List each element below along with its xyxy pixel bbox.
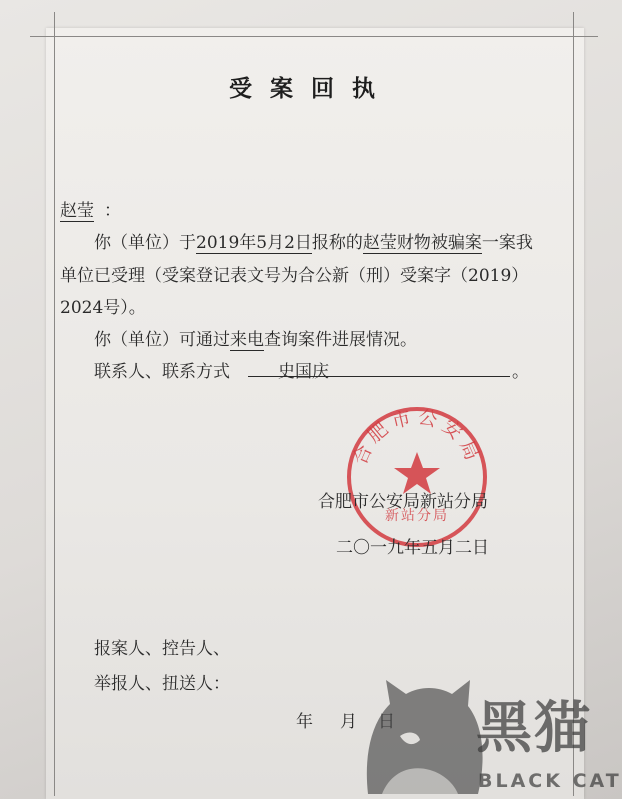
crop-mark-right	[574, 36, 598, 37]
crop-mark-left	[30, 36, 54, 37]
sign-year: 年	[296, 712, 313, 732]
document-title: 受案回执	[229, 75, 393, 102]
signature-label-1: 报案人、控告人、	[94, 639, 230, 659]
recipient-line	[60, 196, 121, 221]
signature-label-2: 举报人、扭送人：	[94, 674, 230, 694]
issuer-name: 合肥市公安局新站分局	[318, 492, 488, 512]
para2-tail: 查询案件进展情况。	[264, 330, 417, 350]
report-date: 2019年5月2日	[196, 233, 312, 253]
official-seal	[342, 402, 492, 552]
case-name: 赵莹财物被骗案	[362, 233, 482, 253]
seal-subtext: 新站分局	[385, 508, 449, 524]
seal-text: 合肥市公安局	[348, 405, 486, 468]
contact-label: 联系人、联系方式	[94, 362, 230, 382]
paragraph-1-line-2: 单位已受理（受案登记表文号为合公新（刑）受案字（2019）	[60, 266, 529, 286]
paragraph-2	[94, 325, 417, 350]
contact-value: 史国庆	[278, 362, 329, 382]
recipient-suffix: ：	[104, 201, 121, 221]
recipient-name: 赵莹	[60, 201, 94, 221]
paragraph-1-line-3: 2024号）。	[60, 298, 146, 318]
para1-mid: 报称的	[311, 233, 363, 253]
contact-end: 。	[512, 362, 529, 382]
cat-silhouette-icon	[367, 680, 483, 794]
watermark-text-cn: 黑猫	[476, 696, 592, 761]
para1-tail: 一案我	[481, 233, 533, 253]
watermark-text-en: BLACK CAT	[478, 770, 622, 792]
crop-mark-left-v	[54, 12, 55, 36]
para2-lead: 你（单位）可通过	[94, 330, 230, 350]
sign-month: 月	[340, 712, 357, 732]
paragraph-1-line-1	[94, 228, 533, 253]
crop-mark-right-v	[573, 12, 574, 36]
para1-lead: 你（单位）于	[94, 233, 196, 253]
issue-date: 二〇一九年五月二日	[336, 538, 489, 558]
inquiry-method: 来电	[230, 330, 264, 350]
